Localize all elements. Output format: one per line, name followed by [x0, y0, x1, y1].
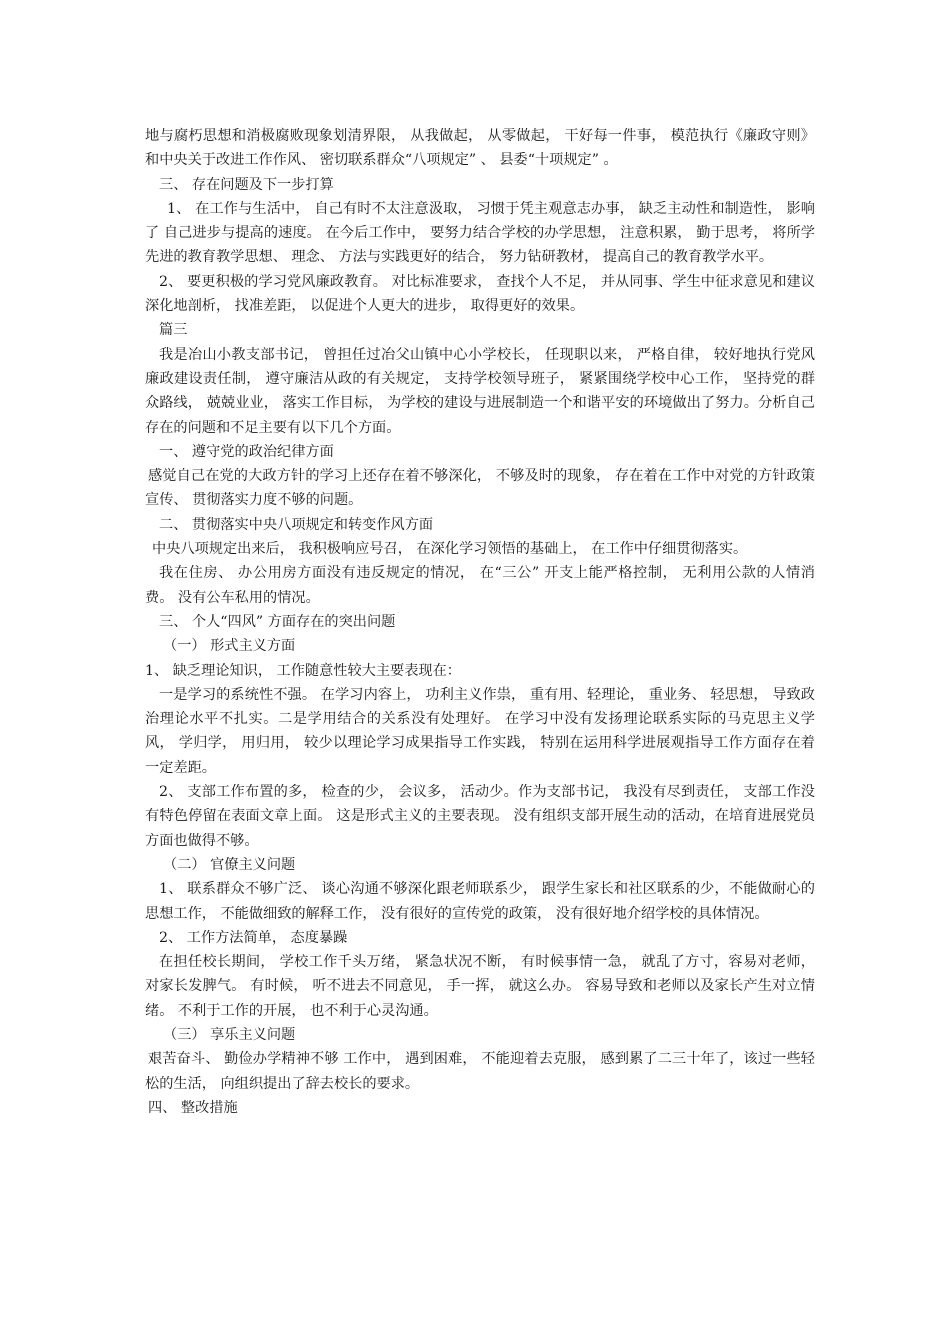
paragraph: 2、 支部工作布置的多， 检查的少， 会议多， 活动少。作为支部书记， 我没有尽到责任， 支部工作没有特色停留在表面文章上面。 这是形式主义的主要表现。 没有组织支部开展生动的活动，在培育进展党员方面也做得不够。 [145, 784, 815, 849]
paragraph: 中央八项规定出来后， 我积极响应号召， 在深化学习领悟的基础上， 在工作中仔细贯彻落实。 [152, 541, 748, 558]
section-heading: 一、 遵守党的政治纪律方面 [159, 443, 334, 460]
paragraph: 感觉自己在党的大政方针的学习上还存在着不够深化， 不够及时的现象， 存在着在工作中对党的方针政策宣传、 贯彻落实力度不够的问题。 [145, 468, 815, 509]
paragraph: 2、 要更积极的学习党风廉政教育。 对比标准要求， 查找个人不足， 并从同事、学生中征求意见和建议深化地剖析， 找准差距， 以促进个人更大的进步， 取得更好的效果。 [145, 273, 815, 315]
paragraph: 一是学习的系统性不强。 在学习内容上， 功利主义作祟， 重有用、轻理论， 重业务、 轻思想， 导致政治理论水平不扎实。二是学用结合的关系没有处理好。 在学习中没有发扬理论联系实际的马克思主义学风， 学归学， 用归用， 较少以理论学习成果指导工作实践， 特别在运用科学进展观指导工作方面存在着一定差距。 [145, 686, 815, 776]
document-body [145, 124, 820, 1120]
section-heading: （三） 享乐主义问题 [163, 1026, 296, 1043]
section-heading: 2、 工作方法简单， 态度暴躁 [159, 929, 348, 946]
section-heading: 三、 存在问题及下一步打算 [159, 176, 334, 193]
paragraph: 艰苦奋斗、 勤俭办学精神不够 工作中， 遇到困难， 不能迎着去克服， 感到累了二三十年了，该过一些轻松的生活， 向组织提出了辞去校长的要求。 [145, 1051, 815, 1092]
paragraph: 1、 在工作与生活中， 自己有时不太注意汲取， 习惯于凭主观意志办事， 缺乏主动性和制造性， 影响了 自己进步与提高的速度。 在今后工作中， 要努力结合学校的办学思想， 注意积累， 勤于思考， 将所学先进的教育教学思想、 理念、 方法与实践更好的结合， 努力钻研教材， 提高自己的教育教学水平。 [145, 200, 815, 266]
paragraph: 1、 缺乏理论知识， 工作随意性较大主要表现在： [145, 662, 461, 679]
paragraph: 我是冶山小教支部书记， 曾担任过冶父山镇中心小学校长， 任现职以来， 严格自律， 较好地执行党风廉政建设责任制， 遵守廉洁从政的有关规定， 支持学校领导班子， 紧紧围绕学校中心工作， 坚持党的群众路线， 兢兢业业， 落实工作目标， 为学校的建设与进展制造一个和谐平安的环境做出了努力。分析自己存在的问题和不足主要有以下几个方面。 [145, 346, 815, 436]
section-heading: （二） 官僚主义问题 [163, 856, 296, 873]
section-heading: 篇三 [159, 322, 188, 339]
section-heading: 四、 整改措施 [148, 1099, 238, 1116]
section-heading: 三、 个人“四风” 方面存在的突出问题 [159, 613, 396, 630]
paragraph: 地与腐朽思想和消极腐败现象划清界限， 从我做起， 从零做起， 干好每一件事， 模范执行《廉政守则》 和中央关于改进工作作风、 密切联系群众“八项规定” 、 县委“十项规定” 。 [145, 128, 820, 169]
section-heading: 二、 贯彻落实中央八项规定和转变作风方面 [159, 516, 434, 533]
paragraph: 1、 联系群众不够广泛、 谈心沟通不够深化跟老师联系少， 跟学生家长和社区联系的少，不能做耐心的思想工作， 不能做细致的解释工作， 没有很好的宣传党的政策， 没有很好地介绍学校的具体情况。 [145, 881, 815, 922]
paragraph: 我在住房、 办公用房方面没有违反规定的情况， 在“三公” 开支上能严格控制， 无利用公款的人情消费。 没有公车私用的情况。 [145, 565, 815, 606]
paragraph: 在担任校长期间， 学校工作千头万绪， 紧急状况不断， 有时候事情一急， 就乱了方寸，容易对老师， 对家长发脾气。 有时候， 听不进去不同意见， 手一挥， 就这么办。 容易导致和老师以及家长产生对立情绪。 不利于工作的开展， 也不利于心灵沟通。 [145, 954, 820, 1019]
section-heading: （一） 形式主义方面 [163, 638, 296, 655]
